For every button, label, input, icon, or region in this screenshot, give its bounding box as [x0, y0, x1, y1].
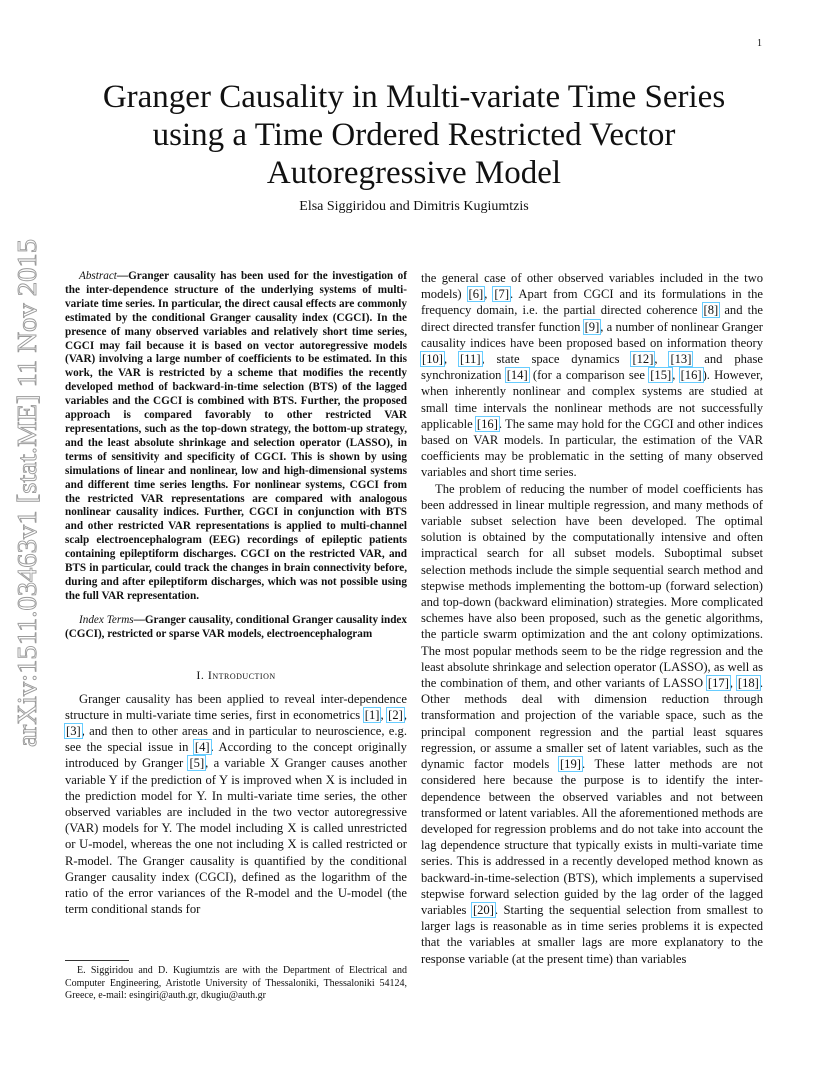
citation-link[interactable]: [10]: [422, 352, 443, 367]
text-run: . Apart from CGCI and its formulations in the frequency domain, i.e. the partial directed coherence: [421, 287, 763, 318]
abstract: [65, 270, 407, 604]
citation-link[interactable]: [4]: [194, 740, 210, 755]
citation-link[interactable]: [14]: [506, 368, 528, 383]
intro-paragraph-3: [421, 481, 763, 967]
text-run: , and then to other areas and in particular to neuroscience, e.g. see the special issue in: [65, 723, 407, 755]
text-run: , a number of nonlinear Granger causality indices have been proposed based on information theory: [421, 319, 763, 350]
paper-title: [60, 78, 768, 192]
text-run: and the direct directed transfer function: [421, 303, 763, 334]
text-run: The problem of reducing the number of model coefficients has been addressed in linear multiple regression, and many methods of variable subset selection have been developed. The optimal solution is obtained by the computationally intensive and often impractical search for all subset models. Suboptimal subset selection methods include the simple sequential search method and stepwise methods implementing the bottom-up (forward selection) and top-down (backward elimination) strategies. More complicated schemes have also been proposed, such as the genetic algorithms, the particle swarm optimization and the ant colony optimizations. The most popular methods seem to be the ridge regression and the least absolute shrinkage and selection operator (LASSO), as well as the combination of them, and other variants of LASSO: [421, 481, 763, 691]
citation-link[interactable]: [12]: [632, 352, 654, 367]
text-run: Granger causality has been applied to reveal inter-dependence structure in multi-variate time series, first in econometrics: [65, 691, 407, 722]
text-run: ,: [380, 707, 388, 722]
text-run: (for a comparison see: [528, 368, 650, 383]
text-run: . Starting the sequential selection from smallest to larger lags is reasonable as in time series problems it is expected that the variables at smaller lags are more explanatory to the response variable (at the present time) than variables: [421, 902, 763, 966]
text-run: ,: [672, 368, 680, 383]
citation-link[interactable]: [5]: [189, 756, 205, 771]
text-run: ,: [654, 352, 670, 367]
text-run: ,: [729, 676, 737, 691]
text-run: . According to the concept originally introduced by Granger: [65, 740, 407, 771]
citation-link[interactable]: [6]: [468, 287, 484, 302]
page-number: 1: [757, 38, 762, 49]
arxiv-stamp-text: arXiv:1511.03463v1 [stat.ME] 11 Nov 2015: [12, 267, 42, 747]
citation-link[interactable]: [17]: [707, 676, 729, 691]
text-run: the general case of other observed variables included in the two models): [421, 271, 763, 302]
author-list: Elsa Siggiridou and Dimitris Kugiumtzis: [299, 199, 529, 214]
text-run: , a variable X Granger causes another variable Y if the prediction of Y is improved when X is included in the prediction model for Y. In multi-variate time series, the other observed variables are included in the two vector autoregressive (VAR) models for Y. The model including X is called unrestricted or U-model, whereas the one not including X is called restricted or R-model. The Granger causality is quantified by the conditional Granger causality index (CGCI), defined as the logarithm of the ratio of the error variances of the R-model and the U-model (the term conditional stands for: [65, 756, 407, 917]
citation-link[interactable]: [7]: [494, 287, 510, 302]
text-run: , state space dynamics: [481, 352, 632, 367]
footnote-rule: [65, 960, 129, 961]
left-column: [65, 270, 407, 917]
right-column: [421, 270, 763, 967]
citation-link[interactable]: [8]: [703, 303, 719, 318]
text-run: ,: [484, 287, 494, 302]
text-run: ,: [443, 352, 459, 367]
intro-paragraph-1: [65, 691, 407, 918]
title-line-2: using a Time Ordered Restricted Vector: [152, 117, 676, 153]
abstract-lead: Abstract: [79, 270, 117, 282]
text-run: and phase synchronization: [421, 352, 764, 383]
citation-link[interactable]: [19]: [559, 757, 581, 772]
citation-link[interactable]: [16]: [680, 368, 702, 383]
citation-link[interactable]: [2]: [388, 707, 403, 722]
citation-link[interactable]: [11]: [460, 352, 481, 367]
citation-link[interactable]: [13]: [670, 352, 692, 367]
citation-link[interactable]: [18]: [737, 676, 759, 691]
arxiv-side-stamp: [2, 235, 46, 750]
section-number: I.: [196, 667, 205, 682]
text-run: . The same may hold for the CGCI and other indices based on VAR models. In particular, the estimation of the VAR coefficients may be problematic in the setting of many observed variables and short time series.: [421, 416, 763, 480]
citation-link[interactable]: [16]: [476, 416, 498, 431]
citation-link[interactable]: [9]: [584, 319, 600, 334]
text-run: ). However, when inherently nonlinear and complex systems are studied at small time intervals the nonlinear methods are not successfully applicable: [421, 368, 763, 431]
citation-link[interactable]: [1]: [364, 707, 380, 722]
citation-link[interactable]: [15]: [650, 368, 672, 383]
abstract-text: —Granger causality has been used for the investigation of the inter-dependence structure of the underlying systems of multi-variate time series. In particular, the direct causal effects are commonly estimated by the conditional Granger causality index (CGCI). In the presence of many observed variables and relatively short time series, CGCI may fail because it is based on vector autoregressive models (VAR) involving a large number of coefficients to be estimated. In this work, the VAR is restricted by a scheme that modifies the recently developed method of backward-in-time selection (BTS) of the lagged variables and the CGCI is combined with BTS. Further, the proposed approach is compared favorably to other restricted VAR representations, such as the top-down strategy, the bottom-up strategy, and the least absolute shrinkage and selection operator (LASSO), in terms of sensitivity and specificity of CGCI. This is shown by using simulations of linear and nonlinear, low and high-dimensional systems and different time series lengths. For nonlinear systems, CGCI from the restricted VAR representations are compared with analogous nonlinear causality indices. Further, CGCI in conjunction with BTS and other restricted VAR representations is applied to multi-channel scalp electroencephalogram (EEG) recordings of epileptic patients containing epileptiform discharges. CGCI on the restricted VAR, and BTS in particular, could track the changes in brain connectivity before, during and after epileptiform discharges, which was not possible using the full VAR representation.: [65, 270, 407, 602]
index-terms-text: —Granger causality, conditional Granger causality index (CGCI), restricted or sparse VAR models, electroencephalogram: [65, 613, 407, 640]
index-terms-lead: Index Terms: [79, 613, 134, 626]
text-run: ,: [403, 707, 407, 722]
intro-paragraph-2: [421, 270, 763, 481]
section-heading: [65, 668, 407, 683]
text-run: . These latter methods are not considered here because the purpose is to identify the inter-dependence between the observed variables and not between transformed or latent variables. All the aforementioned methods are developed for regression problems and do not take into account the lag dependence structure that typically exists in multi-variate time series. This is addressed in a recently developed method known as backward-in-time-selection (BTS), which implements a supervised stepwise forward selection guided by the lag order of the lagged variables: [421, 757, 763, 917]
title-line-1: Granger Causality in Multi-variate Time Series: [102, 79, 726, 115]
index-terms: [65, 614, 407, 642]
author-footnote: E. Siggiridou and D. Kugiumtzis are with the Department of Electrical and Computer Engineering, Aristotle University of Thessaloniki, Thessaloniki 54124, Greece, e-mail: esingiri@auth.gr, dkugiu@auth.gr: [65, 965, 407, 1001]
title-line-3: Autoregressive Model: [266, 155, 562, 191]
text-run: . Other methods deal with dimension reduction through transformation and projection of the variable space, such as the principal component regression and the partial least squares regression, or assume a smaller set of latent variables, such as the dynamic factor models: [421, 676, 764, 772]
section-title: Introduction: [207, 667, 276, 682]
citation-link[interactable]: [3]: [66, 723, 81, 738]
citation-link[interactable]: [20]: [472, 902, 494, 917]
